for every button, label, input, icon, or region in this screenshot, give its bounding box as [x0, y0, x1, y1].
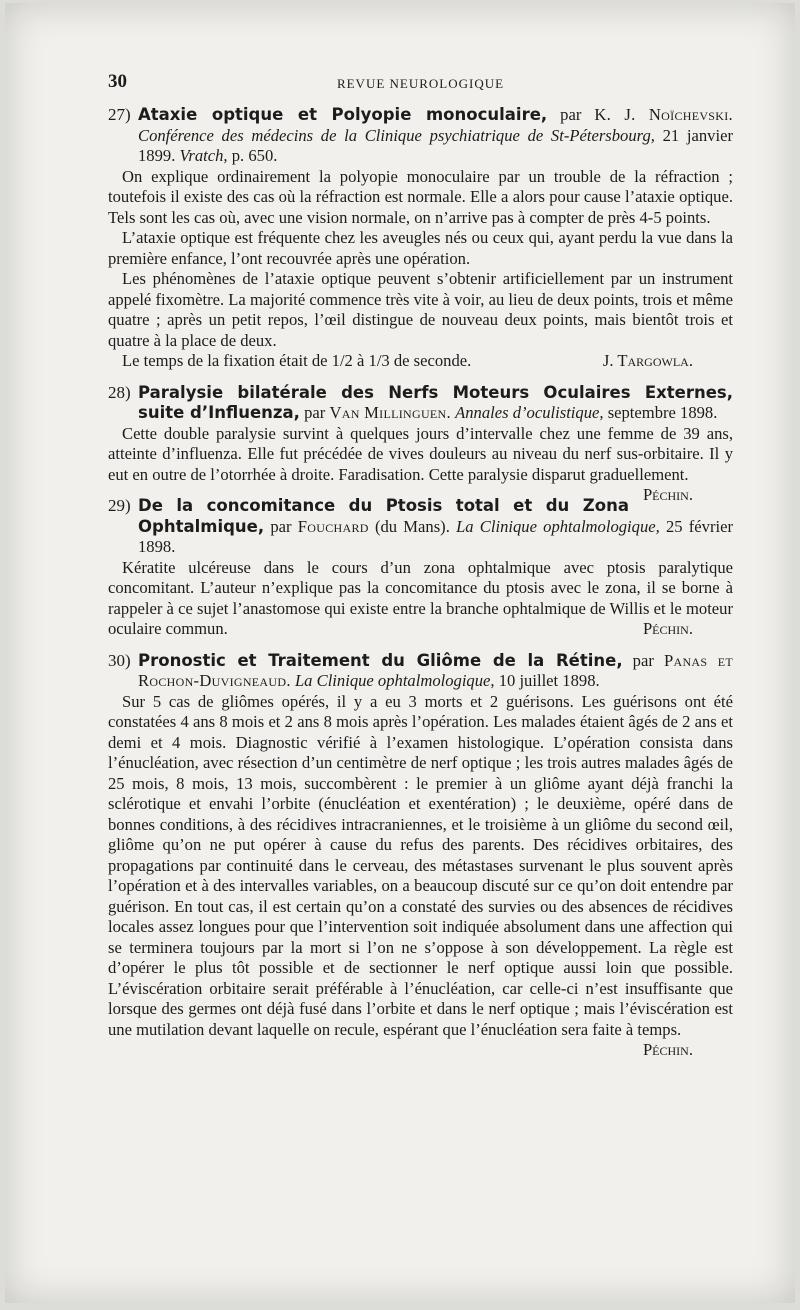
article-author: Fouchard	[297, 516, 369, 536]
article-paragraph: Les phénomènes de l’ataxie optique peuvent s’obtenir artificiellement par un instrument appelé fixomètre. La majorité commence très vite à voir, au lieu de deux points, trois et même quatre ; après un petit repos, l’œil distingue de nouveau deux points, mais bientôt trois et quatre à la place de deux.	[108, 269, 733, 350]
article-paragraph	[108, 351, 733, 372]
article-number: 28)	[108, 382, 131, 402]
book-page	[5, 3, 795, 1303]
article-heading	[108, 105, 733, 167]
article-source-date: 21 janvier 1899.	[138, 125, 733, 165]
article-heading	[108, 651, 733, 692]
running-head	[108, 71, 733, 95]
article-29	[108, 496, 733, 640]
article-title: Ataxie optique et Polyopie monoculaire,	[138, 105, 548, 124]
par-word: par	[270, 516, 292, 536]
page-number: 30	[108, 71, 127, 92]
article-paragraph-text: Cette double paralysie survint à quelques jours d’intervalle chez une femme de 39 ans, atteinte d’influenza. Elle fut précédée de vives douleurs au niveau du nerf sus-orbitaire. Il y eut en outre de l’otorrhée à droite. Faradisation. Cette paralysie disparut graduellement.	[108, 423, 733, 484]
article-paragraph-text: Sur 5 cas de gliômes opérés, il y a eu 3 morts et 2 guérisons. Les guérisons ont été constatées 4 ans 8 mois et 2 ans 8 mois après l’opération. Les malades étaient âgés de 2 ans et demi et 4 mois. Diagnostic vérifié à l’examen histologique. L’opération consista dans l’énucléation, avec résection d’un centimètre de nerf optique ; les trois autres malades âgés de 25 mois, 8 mois, 13 mois, succombèrent : le premier à un gliôme ayant déjà franchi la sclérotique et envahi l’orbite (énucléation et exentération) ; le deuxième, opéré dans de bonnes conditions, à des récidives intracraniennes, et le troisième à un gliôme du second œil, gliôme qu’on ne put opérer à cause du refus des parents. Des récidives orbitaires, des propagations par continuité dans le cerveau, des métastases survenant le plus souvent après l’opération et à des intervalles variables, on a beaucoup discuté sur ce qu’on doit entendre par guérison. En tout cas, il est certain qu’on a constaté des survies ou des absences de récidives locales assez longues pour que l’intervention soit indiquée absolument dans une affection qui se terminera toujours par la mort si l’on ne s’oppose à son développement. La règle est d’opérer le plus tôt possible et de sectionner le nerf optique aussi loin que possible. L’éviscération orbitaire serait préférable à l’énucléation, car celle-ci n’est insuffisante que lorsque des germes ont déjà fusé dans l’orbite et dans le nerf optique ; mais l’éviscération est une mutilation devant laquelle on recule, espérant que l’énucléation sera faite à temps.	[108, 691, 733, 1039]
article-28	[108, 382, 733, 504]
article-27	[108, 105, 733, 372]
article-heading	[108, 496, 733, 558]
par-word: par	[632, 650, 654, 670]
article-signature: J. Targowla.	[602, 351, 693, 370]
par-word: par	[560, 105, 582, 124]
article-paragraph	[108, 558, 733, 640]
article-number: 30)	[108, 650, 131, 670]
article-date: septembre 1898.	[607, 403, 718, 422]
article-journal: La Clinique ophtalmologique,	[456, 516, 660, 536]
article-number: 29)	[108, 496, 131, 515]
article-signature: Péchin.	[642, 619, 693, 638]
par-word: par	[304, 403, 326, 422]
article-author-extra: (du Mans).	[374, 516, 450, 536]
article-paragraph	[108, 423, 733, 504]
article-date: 25 février 1898.	[138, 516, 733, 556]
article-source: Conférence des médecins de la Clinique psychiatrique de St-Pétersbourg,	[138, 125, 655, 145]
article-heading	[108, 383, 733, 424]
article-author: Van Millinguen.	[329, 403, 451, 422]
article-author: Panas et Rochon-Duvigneaud.	[138, 650, 733, 690]
article-title: De la concomitance du Ptosis total et du Zona Ophtalmique,	[138, 496, 629, 536]
article-page: p. 650.	[231, 146, 278, 165]
article-date: 10 juillet 1898.	[498, 671, 600, 690]
article-number: 27)	[108, 105, 131, 124]
journal-title: REVUE NEUROLOGIQUE	[336, 76, 505, 91]
article-journal: Annales d’oculistique,	[455, 403, 604, 422]
article-paragraph: On explique ordinairement la polyopie monoculaire par un trouble de la réfraction ; toutefois il existe des cas où la réfraction est normale. Elle a alors pour cause l’ataxie optique. Tels sont les cas où, avec une vision normale, on n’arrive pas à compter de près 4-5 points.	[108, 166, 733, 227]
article-signature: Péchin.	[642, 1040, 693, 1059]
article-paragraph-text: Kératite ulcéreuse dans le cours d’un zona ophtalmique avec ptosis paralytique concomitant. L’auteur n’explique pas la concomitance du ptosis avec le zona, il se borne à rappeler à ce sujet l’anastomose qui existe entre la branche ophtalmique de Willis et le moteur oculaire commun.	[108, 557, 733, 638]
article-paragraph-text: Le temps de la fixation était de 1/2 à 1/3 de seconde.	[122, 351, 472, 370]
article-title: Pronostic et Traitement du Gliôme de la Rétine,	[138, 650, 623, 670]
article-title: Paralysie bilatérale des Nerfs Moteurs Oculaires Externes, suite d’Influenza,	[138, 382, 733, 422]
article-30	[108, 650, 733, 1059]
article-author: K. J. Noïchevski.	[594, 105, 733, 124]
page-content	[108, 105, 733, 1061]
article-signature: Péchin.	[642, 485, 693, 504]
article-paragraph	[108, 691, 733, 1059]
article-journal: Vratch,	[179, 146, 228, 165]
article-paragraph: L’ataxie optique est fréquente chez les aveugles nés ou ceux qui, ayant perdu la vue dans la première enfance, l’ont recouvrée après une opération.	[108, 228, 733, 268]
article-journal: La Clinique ophtalmologique,	[294, 671, 495, 690]
